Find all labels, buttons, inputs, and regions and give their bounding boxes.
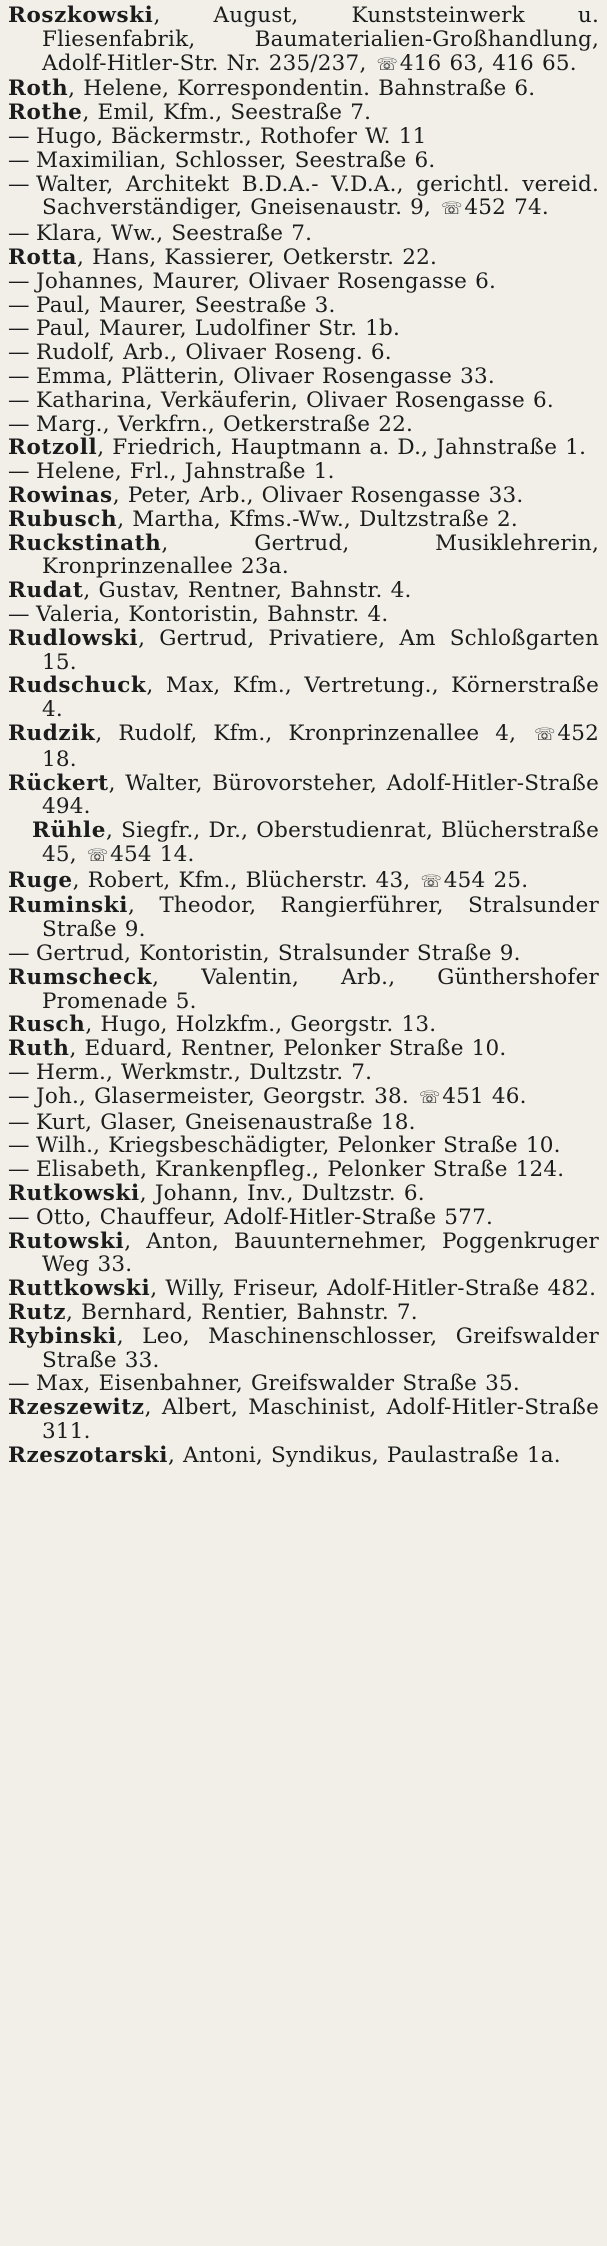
entry-details: , Leo, Maschinenschlosser, Greifswalder Straße 33.: [42, 1323, 599, 1373]
telephone-icon: ☏: [418, 1087, 441, 1108]
directory-entry: [8, 149, 599, 173]
directory-entry: [8, 1111, 599, 1135]
entry-details: Rudolf, Arb., Olivaer Roseng. 6.: [36, 340, 392, 366]
entry-details: Maximilian, Schlosser, Seestraße 6.: [36, 147, 436, 173]
entry-details: , Friedrich, Hauptmann a. D., Jahnstraße 1.: [97, 435, 587, 461]
entry-details: , Willy, Friseur, Adolf-Hitler-Straße 482.: [150, 1276, 597, 1302]
entry-phone-number: 452 18.: [42, 720, 599, 772]
entry-details: , Siegfr., Dr., Oberstudienrat, Blücherstraße 45,: [42, 818, 599, 867]
entry-details: Kurt, Glaser, Gneisenaustraße 18.: [36, 1109, 416, 1135]
entry-details: Gertrud, Kontoristin, Stralsunder Straße 9.: [36, 941, 521, 967]
entry-details: , Theodor, Rangierführer, Stralsunder Straße 9.: [42, 893, 599, 943]
directory-entry: [8, 270, 599, 294]
directory-entry: [8, 942, 599, 966]
directory-entry: [8, 532, 599, 580]
telephone-icon: ☏: [534, 724, 556, 745]
entry-dash: —: [8, 171, 30, 197]
entry-dash: —: [8, 601, 30, 627]
entry-details: Paul, Maurer, Seestraße 3.: [36, 292, 336, 318]
entry-details: , Gertrud, Musiklehrerin, Kronprinzenallee 23a.: [42, 530, 599, 580]
directory-entry: [8, 317, 599, 341]
directory-entry: [8, 4, 599, 77]
entry-phone-number: 454 14.: [110, 841, 195, 867]
directory-entry: [8, 460, 599, 484]
entry-surname: Roth: [8, 76, 69, 102]
directory-entry: [8, 341, 599, 365]
entry-phone-number: 452 74.: [464, 195, 549, 221]
entry-details: , Martha, Kfms.-Ww., Dultzstraße 2.: [117, 506, 518, 532]
directory-entry: [8, 173, 599, 223]
directory-entry: [8, 1013, 599, 1037]
entry-surname: Ruminski: [8, 893, 129, 919]
entry-details: , Albert, Maschinist, Adolf-Hitler-Straße 311.: [42, 1395, 599, 1445]
entry-details: , Hans, Kassierer, Oetkerstr. 22.: [77, 244, 438, 270]
directory-entry: [8, 1085, 599, 1111]
entry-surname: Rzeszotarski: [8, 1442, 168, 1468]
entry-details: , Eduard, Rentner, Pelonker Straße 10.: [69, 1036, 507, 1062]
entry-surname: Ruckstinath: [8, 530, 162, 556]
entry-details: Elisabeth, Krankenpfleg., Pelonker Straße 124.: [36, 1157, 565, 1183]
directory-entry: [8, 603, 599, 627]
entry-details: , Johann, Inv., Dultzstr. 6.: [139, 1181, 425, 1207]
entry-details: Walter, Architekt B.D.A.- V.D.A., gerichtl. vereid. Sachverständiger, Gneisenaustr. 9,: [36, 171, 599, 221]
entry-dash: —: [8, 1060, 30, 1086]
directory-entry: [8, 1158, 599, 1182]
entry-surname: Rumscheck: [8, 964, 153, 990]
directory-entry: [8, 436, 599, 460]
entry-phone-number: 454 25.: [443, 867, 529, 893]
entry-details: , Gustav, Rentner, Bahnstr. 4.: [83, 578, 412, 604]
directory-entry: [8, 1134, 599, 1158]
entry-surname: Ruttkowski: [8, 1276, 151, 1302]
directory-entry: [8, 413, 599, 437]
entry-dash: —: [8, 292, 30, 318]
entry-surname: Rusch: [8, 1012, 86, 1038]
entry-surname: Rückert: [8, 770, 109, 796]
entry-dash: —: [8, 123, 30, 149]
entry-surname: Rzeszewitz: [8, 1395, 145, 1421]
entry-dash: —: [8, 387, 30, 413]
entry-surname: Rutowski: [8, 1228, 125, 1254]
entry-details: Joh., Glasermeister, Georgstr. 38.: [36, 1083, 417, 1109]
directory-entry: [8, 1206, 599, 1230]
entry-dash: —: [8, 268, 30, 294]
entry-details: , Hugo, Holzkfm., Georgstr. 13.: [85, 1012, 437, 1038]
entry-surname: Rotta: [8, 244, 78, 270]
entry-details: , Anton, Bauunternehmer, Poggenkruger Weg 33.: [42, 1228, 599, 1278]
entry-details: Valeria, Kontoristin, Bahnstr. 4.: [36, 601, 389, 627]
entry-phone-number: 416 63, 416 65.: [399, 50, 577, 76]
directory-entry: [8, 674, 599, 722]
entry-surname: Rowinas: [8, 482, 113, 508]
directory-entry: [8, 125, 599, 149]
entry-surname: Rudlowski: [8, 625, 139, 651]
entry-details: , Valentin, Arb., Günthershofer Promenade 5.: [42, 964, 599, 1014]
directory-entry-list: [8, 4, 599, 1468]
entry-details: Klara, Ww., Seestraße 7.: [36, 221, 313, 247]
directory-entry: [8, 1396, 599, 1444]
entry-details: Herm., Werkmstr., Dultzstr. 7.: [36, 1060, 373, 1086]
entry-details: Wilh., Kriegsbeschädigter, Pelonker Straße 10.: [36, 1133, 561, 1159]
entry-dash: —: [8, 459, 30, 485]
entry-dash: —: [8, 1371, 30, 1397]
entry-details: , Antoni, Syndikus, Paulastraße 1a.: [167, 1442, 561, 1468]
directory-entry: [8, 484, 599, 508]
entry-dash: —: [8, 1083, 30, 1109]
directory-entry: [8, 222, 599, 246]
entry-details: Paul, Maurer, Ludolfiner Str. 1b.: [36, 316, 401, 342]
entry-surname: Rybinski: [8, 1323, 117, 1349]
entry-dash: —: [8, 1133, 30, 1159]
telephone-icon: ☏: [441, 199, 463, 220]
entry-details: Hugo, Bäckermstr., Rothofer W. 11: [36, 123, 427, 149]
entry-dash: —: [8, 1157, 30, 1183]
directory-entry: [8, 1301, 599, 1325]
entry-surname: Rudschuck: [8, 673, 147, 699]
entry-dash: —: [8, 147, 30, 173]
entry-details: Max, Eisenbahner, Greifswalder Straße 35.: [36, 1371, 520, 1397]
directory-entry: [8, 101, 599, 125]
entry-dash: —: [8, 411, 30, 437]
directory-entry: [8, 1182, 599, 1206]
directory-entry: [8, 1372, 599, 1396]
entry-details: , Max, Kfm., Vertretung., Körnerstraße 4.: [42, 673, 599, 723]
entry-surname: Ruge: [8, 867, 73, 893]
directory-entry: [8, 627, 599, 675]
telephone-icon: ☏: [86, 845, 109, 866]
entry-surname: Rubusch: [8, 506, 118, 532]
directory-entry: [8, 1444, 599, 1468]
entry-dash: —: [8, 316, 30, 342]
entry-surname: Rutz: [8, 1300, 67, 1326]
directory-entry: [8, 77, 599, 101]
directory-entry: [8, 294, 599, 318]
entry-details: Otto, Chauffeur, Adolf-Hitler-Straße 577.: [36, 1204, 493, 1230]
entry-details: , Peter, Arb., Olivaer Rosengasse 33.: [112, 482, 524, 508]
entry-surname: Rotzoll: [8, 435, 98, 461]
entry-dash: —: [8, 363, 30, 389]
entry-dash: —: [8, 221, 30, 247]
entry-details: , Emil, Kfm., Seestraße 7.: [82, 100, 372, 126]
directory-entry: [8, 1277, 599, 1301]
directory-entry: [8, 722, 599, 772]
directory-entry: [8, 772, 599, 820]
directory-entry: [8, 1230, 599, 1278]
directory-entry: [8, 389, 599, 413]
entry-details: , Bernhard, Rentier, Bahnstr. 7.: [66, 1300, 418, 1326]
entry-phone-number: 451 46.: [442, 1083, 527, 1109]
directory-entry: [8, 894, 599, 942]
entry-details: Emma, Plätterin, Olivaer Rosengasse 33.: [36, 363, 495, 389]
directory-entry: [8, 246, 599, 270]
entry-dash: —: [8, 1204, 30, 1230]
entry-dash: —: [8, 340, 30, 366]
entry-details: Helene, Frl., Jahnstraße 1.: [36, 459, 335, 485]
entry-dash: —: [8, 941, 30, 967]
entry-surname: Rudzik: [8, 720, 96, 746]
entry-details: , Gertrud, Privatiere, Am Schloßgarten 15.: [42, 625, 599, 675]
directory-entry: [8, 1061, 599, 1085]
telephone-icon: ☏: [376, 54, 398, 75]
entry-surname: Rothe: [8, 100, 83, 126]
entry-surname: Roszkowski: [8, 3, 154, 28]
telephone-icon: ☏: [420, 871, 442, 892]
entry-surname: Ruth: [8, 1036, 70, 1062]
directory-entry: [8, 579, 599, 603]
entry-details: , August, Kunststeinwerk u. Fliesenfabrik, Baumaterialien-Großhandlung, Adolf-Hitler-Str. Nr. 235/237,: [42, 3, 599, 76]
entry-details: Katharina, Verkäuferin, Olivaer Rosengasse 6.: [36, 387, 554, 413]
entry-surname: Rühle: [32, 818, 106, 844]
directory-entry: [8, 869, 599, 895]
directory-entry: [8, 1325, 599, 1373]
directory-entry: [8, 966, 599, 1014]
entry-details: , Walter, Bürovorsteher, Adolf-Hitler-Straße 494.: [42, 770, 599, 820]
entry-details: , Helene, Korrespondentin. Bahnstraße 6.: [68, 76, 536, 102]
entry-details: Johannes, Maurer, Olivaer Rosengasse 6.: [36, 268, 497, 294]
entry-surname: Rutkowski: [8, 1181, 140, 1207]
entry-surname: Rudat: [8, 578, 84, 604]
directory-entry: [8, 819, 599, 869]
entry-dash: —: [8, 1109, 30, 1135]
directory-entry: [8, 365, 599, 389]
entry-details: , Robert, Kfm., Blücherstr. 43,: [72, 867, 419, 893]
entry-details: Marg., Verkfrn., Oetkerstraße 22.: [36, 411, 414, 437]
entry-details: , Rudolf, Kfm., Kronprinzenallee 4,: [95, 720, 533, 746]
directory-entry: [8, 508, 599, 532]
directory-entry: [8, 1037, 599, 1061]
